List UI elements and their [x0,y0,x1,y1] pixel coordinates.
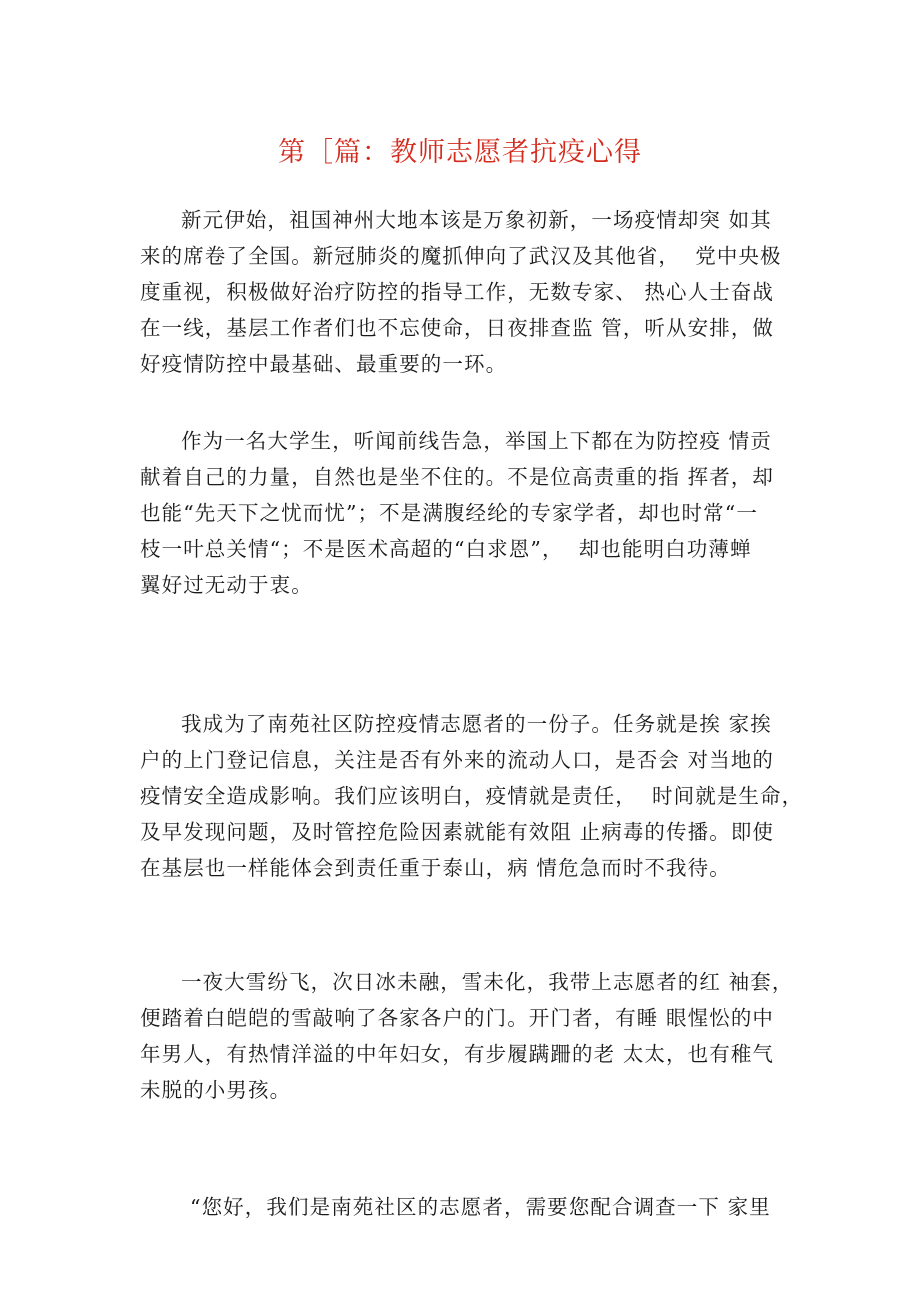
text-line: “您好，我们是南苑社区的志愿者，需要您配合调查一下 家里 [190,1195,771,1219]
paragraph-4 [140,964,794,1108]
text-line: 来的席卷了全国。新冠肺炎的魔抓伸向了武汉及其他省， 党中央极 [140,244,782,268]
text-line: 也能“先天下之忧而忧”；不是满腹经纶的专家学者，却也时常“一 [140,501,758,525]
paragraph-1 [140,202,790,382]
text-line: 度重视，积极做好治疗防控的指导工作，无数专家、 热心人士奋战 [140,280,775,304]
text-line: 户的上门登记信息，关注是否有外来的流动人口，是否会 对当地的 [140,748,775,772]
paragraph-5 [140,1189,790,1225]
text-line: 未脱的小男孩。 [140,1078,292,1102]
text-line: 及早发现问题，及时管控危险因素就能有效阻 止病毒的传播。即使 [140,820,775,844]
text-line: 在一线，基层工作者们也不忘使命，日夜排查监 管，听从安排，做 [140,316,775,340]
text-line: 枝一叶总关情“；不是医术高超的“白求恩”， 却也能明白功薄蝉 [140,537,752,561]
text-line: 在基层也一样能体会到责任重于泰山，病 情危急而时不我待。 [140,856,731,880]
text-line: 一夜大雪纷飞，次日冰未融，雪未化，我带上志愿者的红 袖套， [181,970,794,994]
paragraph-3 [140,706,804,886]
text-line: 好疫情防控中最基础、最重要的一环。 [140,352,508,376]
document-title: 第［篇：教师志愿者抗疫心得 [278,137,642,168]
text-line: 我成为了南苑社区防控疫情志愿者的一份子。任务就是挨 家挨 [181,712,772,736]
paragraph-2 [140,423,790,603]
text-line: 献着自己的力量，自然也是坐不住的。不是位高责重的指 挥者，却 [140,465,775,489]
text-line: 作为一名大学生，听闻前线告急，举国上下都在为防控疫 情贡 [181,429,772,453]
text-line: 疫情安全造成影响。我们应该明白，疫情就是责任， 时间就是生命， [140,784,804,808]
text-line: 翼好过无动于衷。 [140,573,313,597]
text-line: 便踏着白皑皑的雪敲响了各家各户的门。开门者，有睡 眼惺忪的中 [140,1006,775,1030]
text-line: 新元伊始，祖国神州大地本该是万象初新，一场疫情却突 如其 [181,208,772,232]
text-line: 年男人，有热情洋溢的中年妇女，有步履蹒跚的老 太太，也有稚气 [140,1042,775,1066]
